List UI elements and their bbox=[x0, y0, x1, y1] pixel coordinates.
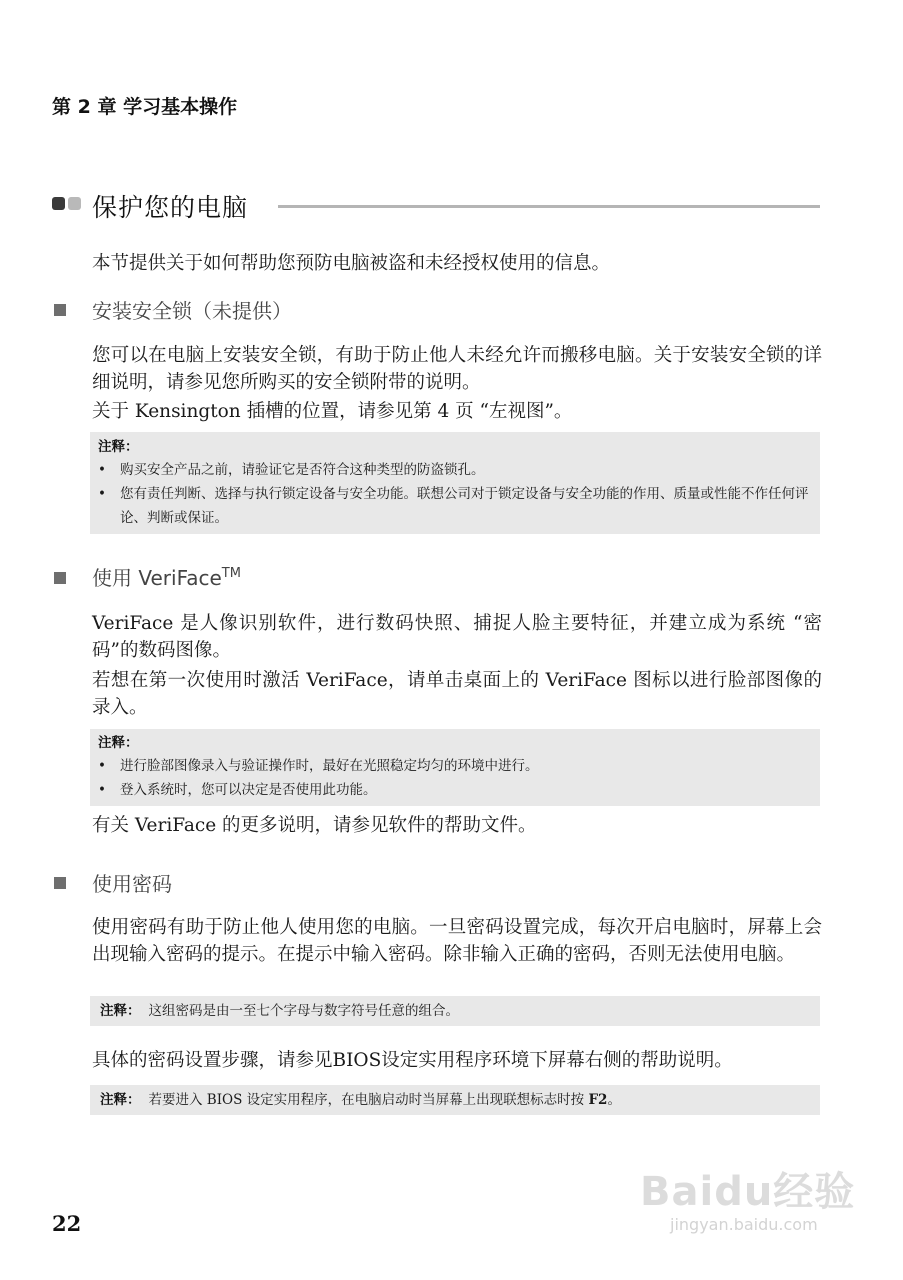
password-paragraph-1: 使用密码有助于防止他人使用您的电脑。一旦密码设置完成，每次开启电脑时，屏幕上会出现输入密码的提示。在提示中输入密码。除非输入正确的密码，否则无法使用电脑。 bbox=[92, 917, 822, 965]
veriface-paragraph-3: 有关 VeriFace 的更多说明，请参见软件的帮助文件。 bbox=[92, 815, 537, 836]
bullet-icon: • bbox=[98, 486, 106, 502]
note-label: 注释： bbox=[100, 1003, 141, 1019]
subsection-title-lock: 安装安全锁（未提供） bbox=[92, 299, 292, 323]
bullet-icon: • bbox=[98, 758, 106, 774]
page-number: 22 bbox=[52, 1211, 82, 1236]
chapter-heading: 第 2 章 学习基本操作 bbox=[52, 96, 238, 118]
key-label: F2 bbox=[588, 1092, 608, 1108]
veriface-note-list bbox=[90, 754, 820, 802]
bullet-icon: • bbox=[98, 462, 106, 478]
note-label: 注释： bbox=[98, 439, 139, 455]
list-item: • 进行脸部图像录入与验证操作时，最好在光照稳定均匀的环境中进行。 bbox=[90, 754, 820, 778]
section-title: 保护您的电脑 bbox=[92, 193, 249, 222]
subsection-marker-icon bbox=[54, 304, 66, 316]
bullet-icon: • bbox=[98, 782, 106, 798]
password-paragraph-2: 具体的密码设置步骤，请参见BIOS设定实用程序环境下屏幕右侧的帮助说明。 bbox=[92, 1050, 733, 1071]
lock-paragraph-2: 关于 Kensington 插槽的位置，请参见第 4 页 “左视图”。 bbox=[92, 401, 573, 422]
note-text: 这组密码是由一至七个字母与数字符号任意的组合。 bbox=[148, 1003, 459, 1019]
section-divider bbox=[278, 205, 820, 208]
note-label: 注释： bbox=[100, 1092, 141, 1108]
veriface-note-box bbox=[90, 729, 820, 806]
veriface-paragraph-1: VeriFace 是人像识别软件，进行数码快照、捕捉人脸主要特征，并建立成为系统 “密码”的数码图像。 bbox=[92, 613, 822, 661]
watermark-url: jingyan.baidu.com bbox=[670, 1215, 818, 1234]
note-label: 注释： bbox=[98, 735, 139, 751]
subsection-title-veriface: 使用 VeriFace™ bbox=[92, 566, 241, 590]
subsection-marker-icon bbox=[54, 572, 66, 584]
lock-note-box bbox=[90, 432, 820, 534]
subsection-marker-icon bbox=[54, 877, 66, 889]
note-text: 若要进入 BIOS 设定实用程序，在电脑启动时当屏幕上出现联想标志时按 bbox=[148, 1092, 585, 1108]
lock-paragraph-1: 您可以在电脑上安装安全锁，有助于防止他人未经允许而搬移电脑。关于安装安全锁的详细说明，请参见您所购买的安全锁附带的说明。 bbox=[92, 345, 822, 393]
list-item: • 您有责任判断、选择与执行锁定设备与安全功能。联想公司对于锁定设备与安全功能的作用、质量或性能不作任何评论、判断或保证。 bbox=[90, 482, 820, 530]
list-item: • 登入系统时，您可以决定是否使用此功能。 bbox=[90, 778, 820, 802]
subsection-title-password: 使用密码 bbox=[92, 872, 172, 896]
watermark-brand: Baidu经验 bbox=[640, 1169, 856, 1215]
section-intro: 本节提供关于如何帮助您预防电脑被盗和未经授权使用的信息。 bbox=[92, 253, 611, 274]
watermark-logo bbox=[640, 1150, 860, 1250]
list-item: • 购买安全产品之前，请验证它是否符合这种类型的防盗锁孔。 bbox=[90, 458, 820, 482]
section-marker-icon bbox=[52, 197, 92, 211]
password-note-box-2: 注释： 若要进入 BIOS 设定实用程序，在电脑启动时当屏幕上出现联想标志时按 F2。 bbox=[90, 1085, 820, 1115]
password-note-box-1 bbox=[90, 996, 820, 1026]
lock-note-list bbox=[90, 458, 820, 530]
veriface-paragraph-2: 若想在第一次使用时激活 VeriFace，请单击桌面上的 VeriFace 图标以进行脸部图像的录入。 bbox=[92, 670, 822, 718]
